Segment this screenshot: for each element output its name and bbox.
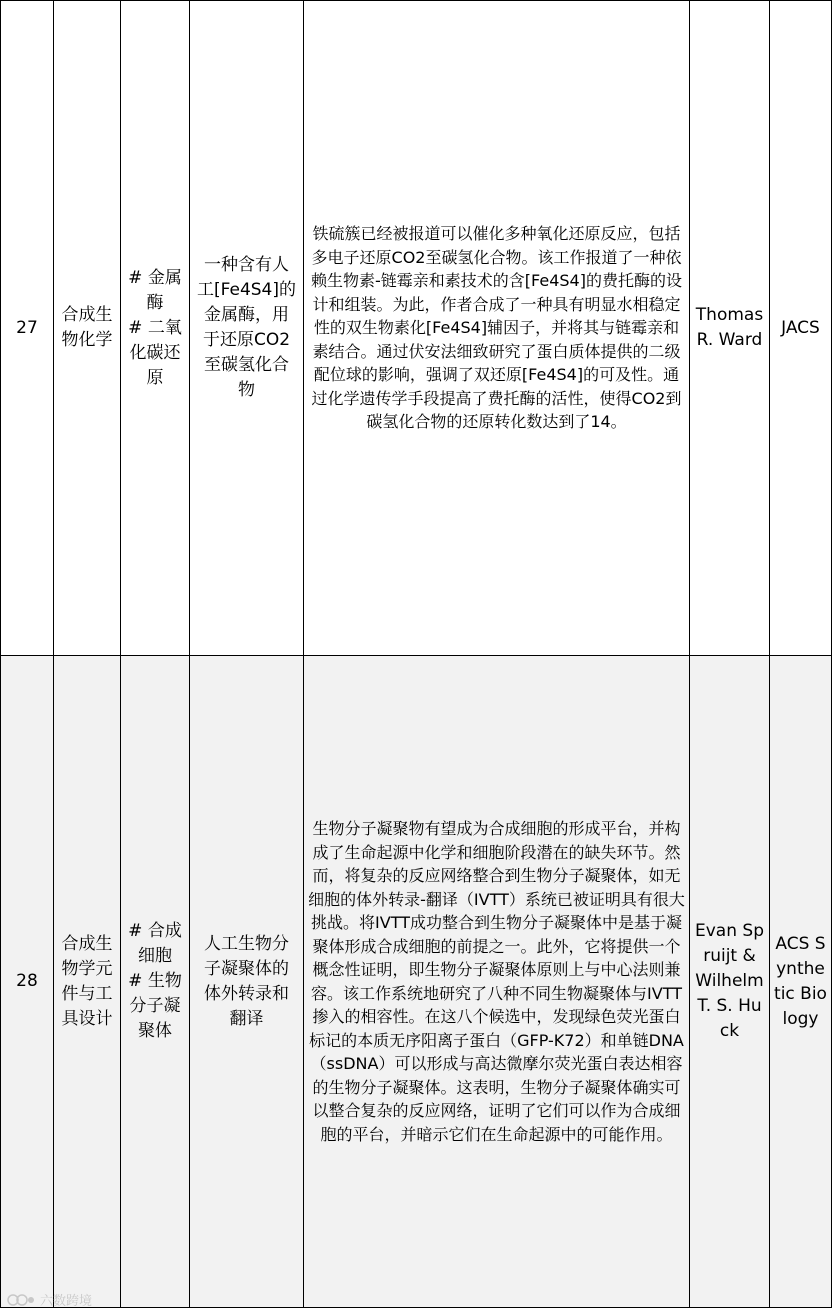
description-cell: 铁硫簇已经被报道可以催化多种氧化还原反应，包括多电子还原CO2至碳氢化合物。该工作报道了一种依赖生物素-链霉亲和素技术的含[Fe4S4]的费托酶的设计和组装。为此，作者合成了一种具有明显水相稳定性的双生物素化[Fe4S4]辅因子，并将其与链霉亲和素结合。通过伏安法细致研究了蛋白质体提供的二级配位球的影响，强调了双还原[Fe4S4]的可及性。通过化学遗传学手段提高了费托酶的活性，使得CO2到碳氢化合物的还原转化数达到了14。 xyxy=(304,1,690,656)
table-row xyxy=(1,1,832,656)
title-cell: 一种含有人工[Fe4S4]的金属酶，用于还原CO2至碳氢化合物 xyxy=(190,1,304,656)
tag: # 二氧化碳还原 xyxy=(128,317,182,388)
row-number: 27 xyxy=(1,1,54,656)
journal-cell: ACS Synthetic Biology xyxy=(770,656,832,1308)
journal-cell: JACS xyxy=(770,1,832,656)
tag: # 生物分子凝聚体 xyxy=(128,971,182,1041)
watermark-text: 六数跨境 xyxy=(40,1294,93,1309)
watermark xyxy=(6,1290,92,1309)
author-cell: Evan Spruijt & Wilhelm T. S. Huck xyxy=(690,656,770,1308)
author-cell: Thomas R. Ward xyxy=(690,1,770,656)
field-cell: 合成生物学元件与工具设计 xyxy=(54,656,121,1308)
table-row xyxy=(1,656,832,1308)
tag: # 金属酶 xyxy=(128,267,182,313)
tags-cell xyxy=(121,1,190,656)
field-cell: 合成生物化学 xyxy=(54,1,121,656)
title-cell: 人工生物分子凝聚体的体外转录和翻译 xyxy=(190,656,304,1308)
description-cell: 生物分子凝聚物有望成为合成细胞的形成平台，并构成了生命起源中化学和细胞阶段潜在的缺失环节。然而，将复杂的反应网络整合到生物分子凝聚体，如无细胞的体外转录-翻译（IVTT）系统已被证明具有很大挑战。将IVTT成功整合到生物分子凝聚体中是基于凝聚体形成合成细胞的前提之一。此外，它将提供一个概念性证明，即生物分子凝聚体原则上与中心法则兼容。该工作系统地研究了八种不同生物凝聚体与IVTT掺入的相容性。在这八个候选中，发现绿色荧光蛋白标记的本质无序阳离子蛋白（GFP-K72）和单链DNA（ssDNA）可以形成与高达微摩尔荧光蛋白表达相容的生物分子凝聚体。这表明，生物分子凝聚体确实可以整合复杂的反应网络，证明了它们可以作为合成细胞的平台，并暗示它们在生命起源中的可能作用。 xyxy=(304,656,690,1308)
row-number: 28 xyxy=(1,656,54,1308)
watermark-logo-icon xyxy=(6,1293,36,1307)
tags-cell xyxy=(121,656,190,1308)
tag: # 合成细胞 xyxy=(128,921,182,966)
